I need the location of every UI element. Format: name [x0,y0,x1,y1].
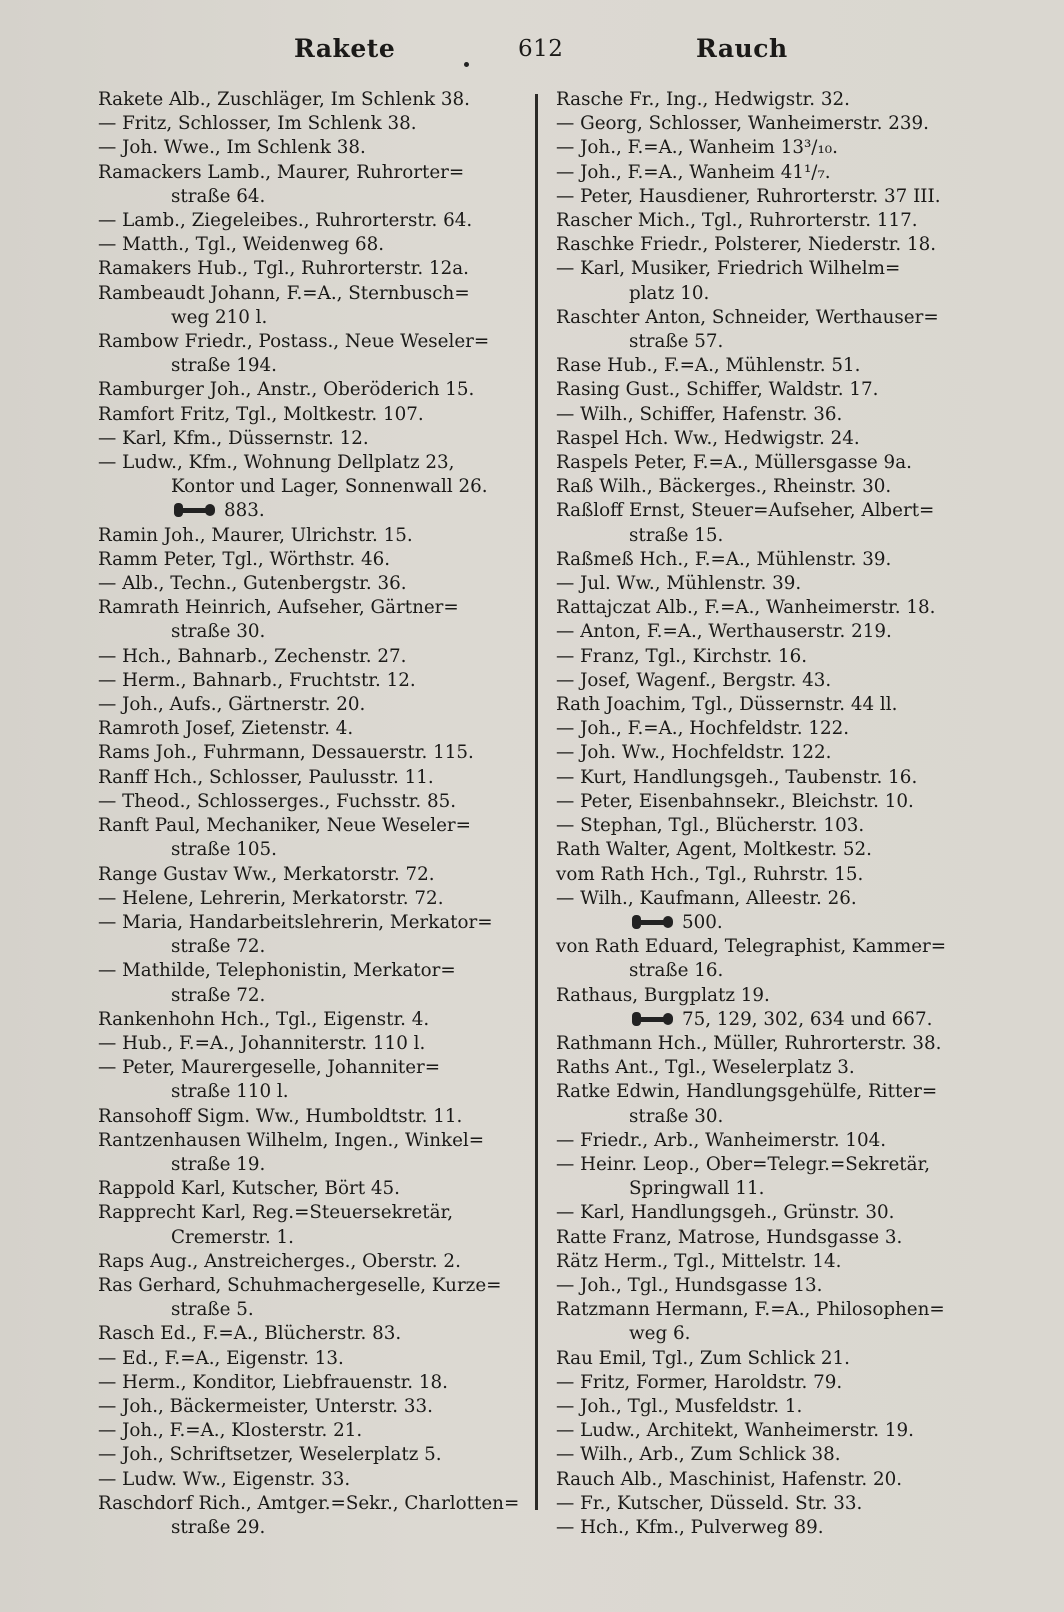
telephone-line [556,911,986,935]
entry-text: — Mathilde, Telephonistin, Merkator= [98,960,456,982]
entry-continuation [556,330,986,354]
entry-text: Rascher Mich., Tgl., Ruhrorterstr. 117. [556,210,918,232]
directory-entry [556,1250,986,1274]
telephone-line [98,499,528,523]
entry-text: — Wilh., Kaufmann, Alleestr. 26. [556,887,857,909]
entry-continuation [98,1226,528,1250]
entry-text: Raßmeß Hch., F.=A., Mühlenstr. 39. [556,548,892,570]
directory-entry [556,935,986,959]
entry-text: Rätz Herm., Tgl., Mittelstr. 14. [556,1250,842,1272]
directory-entry [556,112,986,136]
directory-entry [98,548,528,572]
entry-text: Raßloff Ernst, Steuer=Aufseher, Albert= [556,500,935,522]
entry-text: — Joh., F.=A., Klosterstr. 21. [98,1420,363,1442]
entry-continuation [556,1322,986,1346]
entry-text: straße 30. [171,621,266,643]
directory-entry [556,88,986,112]
entry-text: straße 110 l. [171,1081,289,1103]
directory-entry [556,766,986,790]
directory-entry [98,1056,528,1080]
entry-text: — Wilh., Schiffer, Hafenstr. 36. [556,403,843,425]
entry-text: straße 16. [629,960,724,982]
entry-text: — Joh., Aufs., Gärtnerstr. 20. [98,694,366,716]
directory-entry [98,1322,528,1346]
directory-entry [556,1153,986,1177]
directory-entry [556,984,986,1008]
entry-text: straße 72. [171,984,266,1006]
entry-text: 500. [682,911,723,933]
directory-entry [98,427,528,451]
left-column [98,88,528,1540]
entry-text: Rau Emil, Tgl., Zum Schlick 21. [556,1347,850,1369]
directory-entry [556,354,986,378]
entry-text: — Ludw. Ww., Eigenstr. 33. [98,1468,351,1490]
directory-entry [556,1274,986,1298]
telephone-handset-icon [632,915,674,929]
directory-entry [556,475,986,499]
directory-entry [556,185,986,209]
right-column [556,88,986,1540]
entry-text: — Joh., F.=A., Wanheim 41¹/₇. [556,161,831,183]
entry-text: Rattajczat Alb., F.=A., Wanheimerstr. 18. [556,597,936,619]
entry-text: Rakete Alb., Zuschläger, Im Schlenk 38. [98,89,470,110]
entry-text: — Franz, Tgl., Kirchstr. 16. [556,645,808,667]
entry-text: — Joh. Ww., Hochfeldstr. 122. [556,742,832,764]
entry-continuation [98,620,528,644]
directory-entry [556,306,986,330]
directory-entry [98,959,528,983]
directory-entry [98,1492,528,1516]
directory-entry [556,693,986,717]
directory-entry [556,499,986,523]
entry-text: — Hch., Kfm., Pulverweg 89. [556,1516,824,1538]
directory-entry [98,1419,528,1443]
entry-text: straße 15. [629,524,724,546]
directory-entry [98,136,528,160]
directory-entry [556,451,986,475]
directory-entry [98,596,528,620]
entry-continuation [98,838,528,862]
directory-entry [556,1371,986,1395]
entry-text: — Wilh., Arb., Zum Schlick 38. [556,1444,841,1466]
entry-text: Springwall 11. [629,1178,765,1200]
directory-entry [98,403,528,427]
entry-text: — Karl, Musiker, Friedrich Wilhelm= [556,258,901,280]
directory-entry [98,1274,528,1298]
directory-entry [556,136,986,160]
running-head-right: Rauch [696,34,788,63]
directory-entry [98,693,528,717]
directory-entry [98,911,528,935]
entry-text: Ramin Joh., Maurer, Ulrichstr. 15. [98,524,413,546]
directory-entry [556,741,986,765]
entry-continuation [98,984,528,1008]
directory-entry [556,1395,986,1419]
entry-text: — Anton, F.=A., Werthauserstr. 219. [556,621,892,643]
directory-entry [98,378,528,402]
directory-entry [98,209,528,233]
entry-text: Rambeaudt Johann, F.=A., Sternbusch= [98,282,470,304]
entry-text: — Joh., F.=A., Hochfeldstr. 122. [556,718,850,740]
directory-entry [98,282,528,306]
entry-continuation [98,475,528,499]
directory-entry [98,524,528,548]
entry-continuation [556,959,986,983]
directory-entry [98,887,528,911]
directory-entry [556,1443,986,1467]
entry-text: Kontor und Lager, Sonnenwall 26. [171,476,488,498]
entry-text: Ramrath Heinrich, Aufseher, Gärtner= [98,597,459,619]
entry-text: — Herm., Bahnarb., Fruchtstr. 12. [98,669,416,691]
column-divider [535,94,538,1510]
directory-entry [98,572,528,596]
directory-entry [556,887,986,911]
directory-entry [98,1371,528,1395]
entry-continuation [98,1080,528,1104]
directory-entry [98,451,528,475]
entry-text: Ramburger Joh., Anstr., Oberöderich 15. [98,379,475,401]
entry-text: — Joh., Tgl., Hundsgasse 13. [556,1274,823,1296]
entry-text: — Ed., F.=A., Eigenstr. 13. [98,1347,344,1369]
entry-text: Rapprecht Karl, Reg.=Steuersekretär, [98,1202,454,1224]
entry-text: Range Gustav Ww., Merkatorstr. 72. [98,863,435,885]
entry-text: — Jul. Ww., Mühlenstr. 39. [556,573,802,595]
directory-entry [556,257,986,281]
entry-text: Rankenhohn Hch., Tgl., Eigenstr. 4. [98,1008,430,1030]
entry-text: Raspels Peter, F.=A., Müllersgasse 9a. [556,452,912,474]
directory-entry [98,790,528,814]
directory-entry [556,1056,986,1080]
entry-text: straße 194. [171,355,277,377]
entry-text: — Ludw., Architekt, Wanheimerstr. 19. [556,1420,914,1442]
directory-entry [98,1395,528,1419]
entry-text: straße 5. [171,1299,254,1321]
directory-entry [556,645,986,669]
directory-entry [98,766,528,790]
entry-text: Rathmann Hch., Müller, Ruhrorterstr. 38. [556,1032,942,1054]
entry-text: Ras Gerhard, Schuhmachergeselle, Kurze= [98,1274,502,1296]
entry-text: Rams Joh., Fuhrmann, Dessauerstr. 115. [98,742,474,764]
entry-text: von Rath Eduard, Telegraphist, Kammer= [556,936,947,958]
entry-text: — Theod., Schlosserges., Fuchsstr. 85. [98,790,457,812]
directory-entry [556,1468,986,1492]
entry-text: straße 72. [171,936,266,958]
entry-text: straße 29. [171,1516,266,1538]
entry-text: 883. [224,500,265,522]
entry-text: Ramroth Josef, Zietenstr. 4. [98,718,354,740]
directory-entry [98,1250,528,1274]
ink-dot [464,62,469,67]
entry-text: — Friedr., Arb., Wanheimerstr. 104. [556,1129,887,1151]
directory-entry [556,1129,986,1153]
entry-text: — Fr., Kutscher, Düsseld. Str. 33. [556,1492,863,1514]
entry-text: — Joh., Schriftsetzer, Weselerplatz 5. [98,1444,442,1466]
directory-entry [98,645,528,669]
entry-text: Raschdorf Rich., Amtger.=Sekr., Charlotten= [98,1492,520,1514]
entry-text: — Joh. Wwe., Im Schlenk 38. [98,137,366,159]
entry-text: — Kurt, Handlungsgeh., Taubenstr. 16. [556,766,918,788]
entry-text: — Hub., F.=A., Johanniterstr. 110 l. [98,1032,426,1054]
entry-text: Rath Walter, Agent, Moltkestr. 52. [556,839,872,861]
entry-text: Ransohoff Sigm. Ww., Humboldtstr. 11. [98,1105,463,1127]
entry-text: straße 19. [171,1153,266,1175]
entry-text: — Peter, Eisenbahnsekr., Bleichstr. 10. [556,790,914,812]
telephone-line [556,1008,986,1032]
entry-text: Ramackers Lamb., Maurer, Ruhrorter= [98,161,465,183]
entry-text: — Stephan, Tgl., Blücherstr. 103. [556,815,865,837]
directory-entry [556,572,986,596]
entry-text: straße 30. [629,1105,724,1127]
directory-entry [98,863,528,887]
entry-continuation [556,1177,986,1201]
directory-entry [556,403,986,427]
entry-text: Ramfort Fritz, Tgl., Moltkestr. 107. [98,403,424,425]
telephone-handset-icon [174,503,216,517]
entry-text: — Ludw., Kfm., Wohnung Dellplatz 23, [98,452,455,474]
entry-text: — Fritz, Former, Haroldstr. 79. [556,1371,843,1393]
entry-continuation [98,1153,528,1177]
entry-text: — Karl, Kfm., Düssernstr. 12. [98,427,369,449]
directory-entry [98,88,528,112]
directory-entry [556,209,986,233]
entry-text: Ratke Edwin, Handlungsgehülfe, Ritter= [556,1081,938,1103]
directory-entry [556,1492,986,1516]
directory-entry [556,838,986,862]
directory-entry [556,1226,986,1250]
directory-entry [556,427,986,451]
entry-text: Rappold Karl, Kutscher, Bört 45. [98,1178,400,1200]
entry-text: Raß Wilh., Bäckerges., Rheinstr. 30. [556,476,892,498]
directory-entry [556,790,986,814]
entry-text: — Hch., Bahnarb., Zechenstr. 27. [98,645,407,667]
entry-text: — Josef, Wagenf., Bergstr. 43. [556,669,832,691]
entry-text: Raths Ant., Tgl., Weselerplatz 3. [556,1057,855,1079]
entry-text: — Helene, Lehrerin, Merkatorstr. 72. [98,887,444,909]
entry-text: — Maria, Handarbeitslehrerin, Merkator= [98,911,493,933]
directory-entry [556,620,986,644]
directory-entry [556,1032,986,1056]
directory-entry [556,814,986,838]
directory-entry [556,1201,986,1225]
entry-text: — Fritz, Schlosser, Im Schlenk 38. [98,113,417,135]
entry-continuation [98,1516,528,1540]
directory-entry [556,596,986,620]
directory-entry [98,1105,528,1129]
entry-continuation [98,306,528,330]
entry-text: Rauch Alb., Maschinist, Hafenstr. 20. [556,1468,903,1490]
directory-entry [556,161,986,185]
entry-continuation [98,935,528,959]
entry-text: Rantzenhausen Wilhelm, Ingen., Winkel= [98,1129,485,1151]
entry-text: Rasing Gust., Schiffer, Waldstr. 17. [556,379,879,401]
directory-entry [98,1008,528,1032]
entry-text: — Joh., Tgl., Musfeldstr. 1. [556,1395,803,1417]
entry-text: Cremerstr. 1. [171,1226,294,1248]
directory-entry [98,1201,528,1225]
directory-entry [98,1443,528,1467]
entry-text: — Herm., Konditor, Liebfrauenstr. 18. [98,1371,448,1393]
entry-text: weg 210 l. [171,306,268,328]
entry-text: Ranff Hch., Schlosser, Paulusstr. 11. [98,766,434,788]
directory-entry [556,1419,986,1443]
entry-text: Rambow Friedr., Postass., Neue Weseler= [98,331,490,353]
entry-text: Ramm Peter, Tgl., Wörthstr. 46. [98,548,391,570]
entry-text: Raschke Friedr., Polsterer, Niederstr. 18. [556,234,937,256]
entry-text: — Joh., Bäckermeister, Unterstr. 33. [98,1395,433,1417]
entry-continuation [98,185,528,209]
entry-continuation [556,1105,986,1129]
entry-text: Rath Joachim, Tgl., Düssernstr. 44 ll. [556,694,898,716]
entry-text: weg 6. [629,1323,691,1345]
entry-text: — Alb., Techn., Gutenbergstr. 36. [98,573,407,595]
entry-text: straße 57. [629,331,724,353]
entry-text: 75, 129, 302, 634 und 667. [682,1008,933,1030]
entry-text: Ranft Paul, Mechaniker, Neue Weseler= [98,815,471,837]
directory-entry [98,257,528,281]
entry-text: — Matth., Tgl., Weidenweg 68. [98,234,385,256]
entry-text: vom Rath Hch., Tgl., Ruhrstr. 15. [556,863,864,885]
entry-text: — Joh., F.=A., Wanheim 13³/₁₀. [556,137,838,159]
directory-entry [98,1032,528,1056]
directory-entry [98,330,528,354]
entry-text: Ratte Franz, Matrose, Hundsgasse 3. [556,1226,903,1248]
directory-entry [98,717,528,741]
running-head-left: Rakete [294,34,396,63]
entry-text: Ramakers Hub., Tgl., Ruhrorterstr. 12a. [98,258,469,280]
directory-entry [556,1347,986,1371]
entry-text: straße 105. [171,839,277,861]
entry-text: Rasch Ed., F.=A., Blücherstr. 83. [98,1323,402,1345]
entry-text: Raspel Hch. Ww., Hedwigstr. 24. [556,427,860,449]
entry-text: Raschter Anton, Schneider, Werthauser= [556,306,939,328]
entry-continuation [98,354,528,378]
directory-entry [98,1468,528,1492]
telephone-handset-icon [632,1012,674,1026]
directory-entry [98,741,528,765]
directory-entry [556,233,986,257]
directory-entry [98,161,528,185]
entry-text: Raps Aug., Anstreicherges., Oberstr. 2. [98,1250,461,1272]
entry-text: straße 64. [171,185,266,207]
directory-entry [98,1177,528,1201]
directory-entry [98,1347,528,1371]
directory-entry [556,1516,986,1540]
entry-text: — Lamb., Ziegeleibes., Ruhrorterstr. 64. [98,210,473,232]
directory-entry [556,548,986,572]
directory-entry [556,863,986,887]
directory-entry [98,233,528,257]
entry-text: platz 10. [629,282,710,304]
entry-text: — Georg, Schlosser, Wanheimerstr. 239. [556,113,929,135]
directory-entry [556,378,986,402]
entry-text: Rasche Fr., Ing., Hedwigstr. 32. [556,89,850,110]
directory-entry [556,1298,986,1322]
entry-text: — Karl, Handlungsgeh., Grünstr. 30. [556,1202,895,1224]
entry-text: — Peter, Maurergeselle, Johanniter= [98,1057,441,1079]
entry-text: Rathaus, Burgplatz 19. [556,984,770,1006]
directory-entry [556,669,986,693]
entry-continuation [556,282,986,306]
directory-entry [98,814,528,838]
entry-continuation [98,1298,528,1322]
entry-text: — Peter, Hausdiener, Ruhrorterstr. 37 III. [556,185,941,207]
entry-text: Ratzmann Hermann, F.=A., Philosophen= [556,1299,945,1321]
directory-entry [556,717,986,741]
entry-continuation [556,524,986,548]
directory-entry [556,1080,986,1104]
directory-entry [98,1129,528,1153]
entry-text: Rase Hub., F.=A., Mühlenstr. 51. [556,355,861,377]
page-number: 612 [518,36,564,62]
entry-text: — Heinr. Leop., Ober=Telegr.=Sekretär, [556,1153,931,1175]
directory-entry [98,669,528,693]
directory-entry [98,112,528,136]
